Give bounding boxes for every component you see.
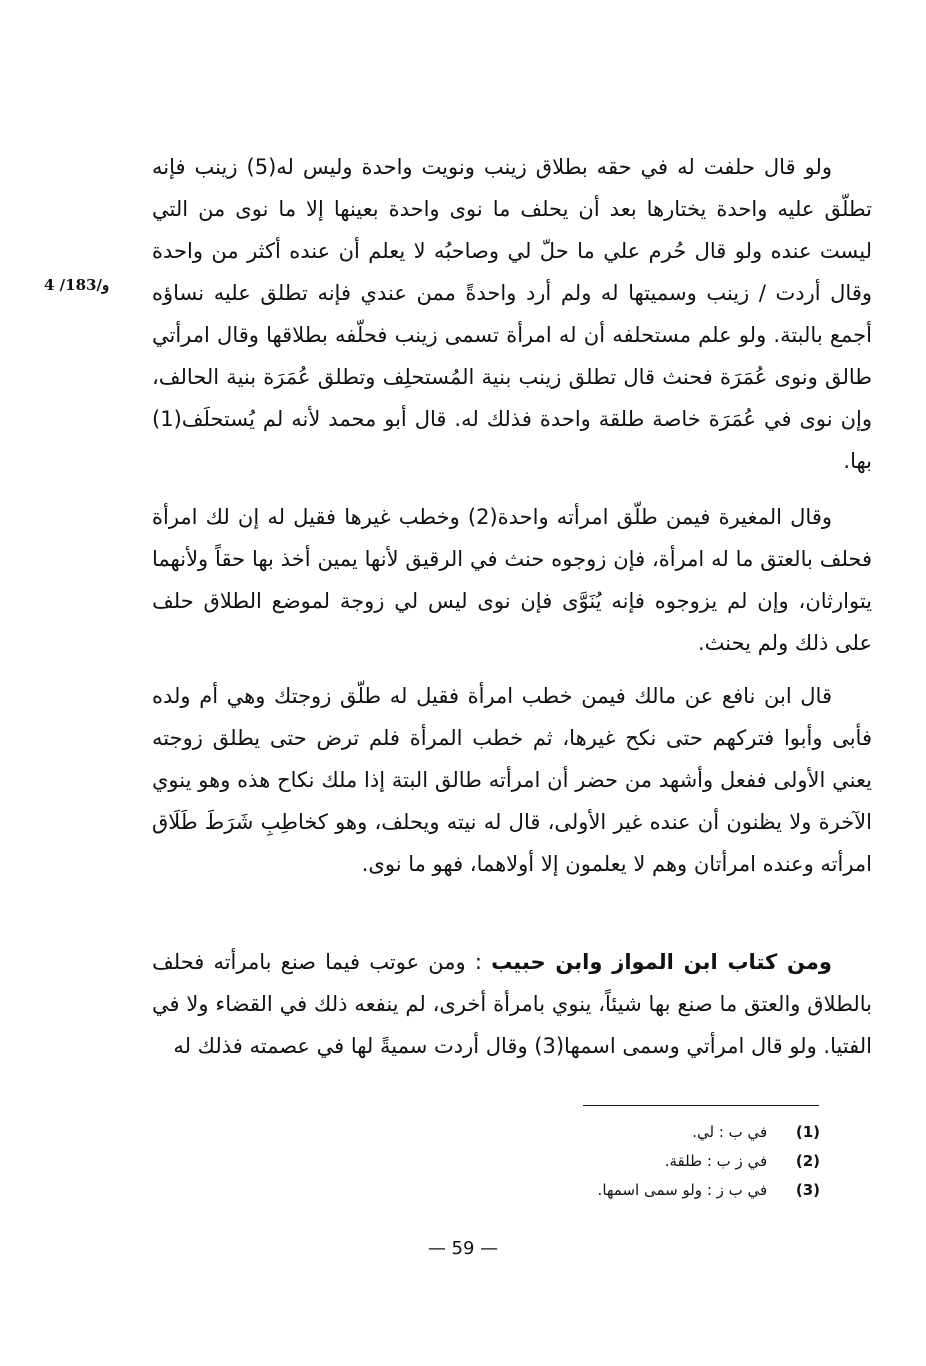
paragraph-1-text: ولو قال حلفت له في حقه بطلاق زينب ونويت واحدة وليس له(5) زينب فإنه تطلّق عليه واحدة يختارها بعد أن يحلف ما نوى واحدة بعينها إلا ما نوى من التي ليست عنده ولو قال حُرم علي ما حلّ لي وصاحبُه لا يعلم أن عنده أكثر من واحدة وقال أردت / زينب وسميتها له ولم أرد واحدةً ممن عندي فإنه تطلق عليه نساؤه أجمع بالبتة. ولو علم مستحلفه أن له امرأة تسمى زينب فحلّفه بطلاقها وقال امرأتي طالق ونوى عُمَرَة فحنث قال تطلق زينب بنية المُستحلِف وتطلق عُمَرَة بنية الحالف، وإن نوى في عُمَرَة خاصة طلقة واحدة فذلك له. قال أبو محمد لأنه لم يُستحلَف(1) بها. <box>152 155 872 473</box>
footnote-1-number: (1) <box>795 1123 820 1141</box>
footnote-1 <box>480 1118 820 1147</box>
paragraph-4-bold-source: ومن كتاب ابن المواز وابن حبيب <box>491 950 832 974</box>
footnote-1-text: في ب : لي. <box>692 1123 768 1141</box>
footnote-2-text: في ز ب : طلقة. <box>664 1152 768 1170</box>
page-number: — 59 — <box>427 1238 499 1259</box>
paragraph-4-text: : ومن عوتب فيما صنع بامرأته فحلف بالطلاق والعتق ما صنع بها شيئاً، ينوي بامرأة أخرى، لم ينفعه ذلك في القضاء ولا في الفتيا. ولو قال امرأتي وسمى اسمها(3) وقال أردت سميةً لها في عصمته فذلك له <box>152 950 872 1058</box>
paragraph-3-text: قال ابن نافع عن مالك فيمن خطب امرأة فقيل له طلّق زوجتك وهي أم ولده فأبى وأبوا فتركهم حتى نكح غيرها، ثم خطب المرأة فلم ترض حتى يطلق زوجته يعني الأولى ففعل وأشهد من حضر أن امرأته طالق البتة إذا ملك نكاح هذه وهو ينوي الآخرة ولا يظنون أن عنده غير الأولى، قال له نيته ويحلف، وهو كخاطِبِ شَرَطَ طَلَاق امرأته وعنده امرأتان وهم لا يعلمون إلا أولاهما، فهو ما نوى. <box>152 684 872 876</box>
footnote-3-number: (3) <box>795 1181 820 1199</box>
footnote-3 <box>480 1176 820 1205</box>
paragraph-2 <box>152 496 872 664</box>
paragraph-2-text: وقال المغيرة فيمن طلّق امرأته واحدة(2) وخطب غيرها فقيل له إن لك امرأة فحلف بالعتق ما له امرأة، فإن زوجوه حنث في الرقيق لأنها يمين أخذ بها حقاً ولأنهما يتوارثان، وإن لم يزوجوه فإنه يُنَوَّى فإن نوى ليس لي زوجة لموضع الطلاق حلف على ذلك ولم يحنث. <box>152 505 872 655</box>
paragraph-3 <box>152 675 872 885</box>
paragraph-1 <box>152 146 872 482</box>
paragraph-4 <box>152 941 872 1067</box>
footnotes <box>480 1118 820 1205</box>
paragraph-4-content <box>152 941 872 1067</box>
footnote-separator <box>583 1105 819 1106</box>
footnote-3-text: في ب ز : ولو سمى اسمها. <box>597 1181 768 1199</box>
footnote-2 <box>480 1147 820 1176</box>
footnote-2-number: (2) <box>795 1152 820 1170</box>
margin-folio-reference: 4 /183/و <box>44 276 110 294</box>
